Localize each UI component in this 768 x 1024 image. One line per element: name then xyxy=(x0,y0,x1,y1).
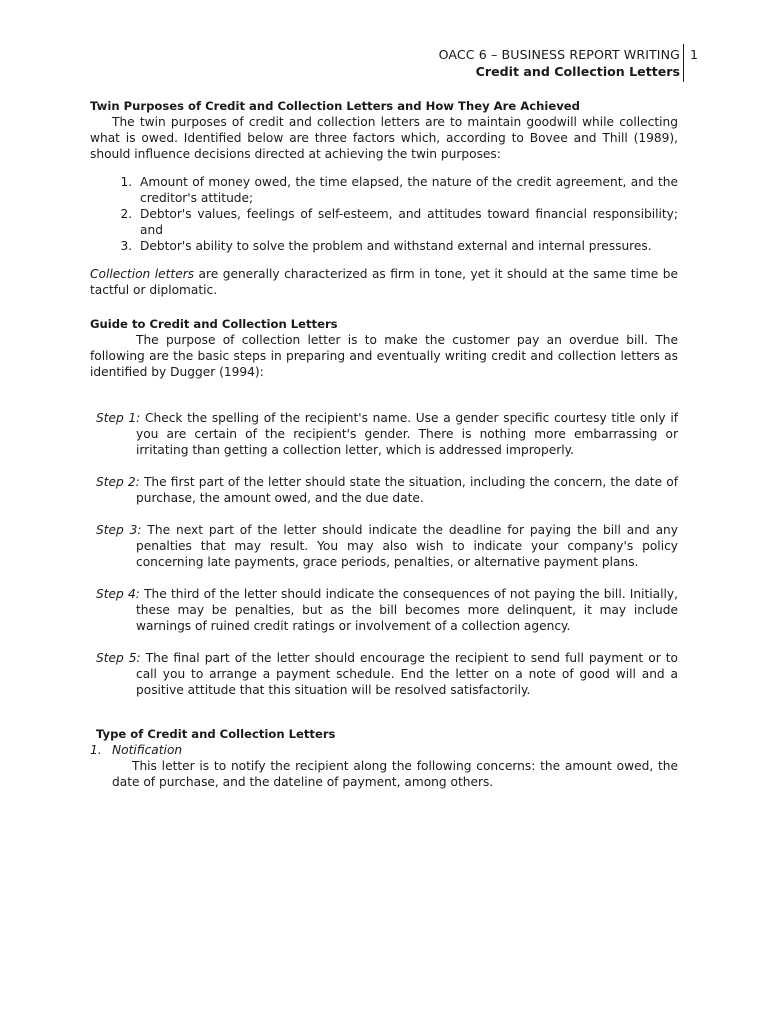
type-description: This letter is to notify the recipient along the following concerns: the amount owed, the date of purchase, and the dateline of payment, among others. xyxy=(112,759,678,789)
list-item: 3. Debtor's ability to solve the problem and withstand external and internal pressures. xyxy=(136,238,678,254)
page-number: 1 xyxy=(690,47,699,62)
section-title-twin-purposes: Twin Purposes of Credit and Collection Letters and How They Are Achieved xyxy=(90,99,580,113)
step-item xyxy=(96,522,678,570)
guide-intro: The purpose of collection letter is to make the customer pay an overdue bill. The following are the basic steps in preparing and eventually writing credit and collection letters as identified by Dugger (1994): xyxy=(90,333,678,379)
list-item: 1. Amount of money owed, the time elapsed, the nature of the credit agreement, and the creditor's attitude; xyxy=(136,174,678,206)
step-text: The next part of the letter should indicate the deadline for paying the bill and any penalties that may result. You may also wish to indicate your company's policy concerning late payments, grace periods, penalties, or alternative payment plans. xyxy=(136,523,678,569)
step-label: Step 3: xyxy=(96,523,142,537)
step-item xyxy=(96,474,678,506)
step-text: The final part of the letter should encourage the recipient to send full payment or to call you to arrange a payment schedule. End the letter on a note of good will and a positive attitude that this situation will be resolved satisfactorily. xyxy=(136,651,678,697)
step-text: Check the spelling of the recipient's name. Use a gender specific courtesy title only if you are certain of the recipient's gender. There is nothing more embarrassing or irritating than getting a collection letter, which is addressed improperly. xyxy=(136,411,678,457)
section-title-guide: Guide to Credit and Collection Letters xyxy=(90,317,338,331)
collection-letters-note xyxy=(90,266,678,298)
type-item xyxy=(90,742,678,758)
step-label: Step 4: xyxy=(96,587,140,601)
step-item xyxy=(96,410,678,458)
steps-list xyxy=(90,410,678,698)
course-title: OACC 6 – BUSINESS REPORT WRITING xyxy=(438,47,680,62)
collection-letters-description: are generally characterized as firm in tone, yet it should at the same time be tactful or diplomatic. xyxy=(90,267,678,297)
collection-letters-term: Collection letters xyxy=(90,267,195,281)
step-label: Step 5: xyxy=(96,651,141,665)
factors-list xyxy=(90,174,678,254)
type-name: Notification xyxy=(112,743,183,757)
step-text: The third of the letter should indicate the consequences of not paying the bill. Initially, these may be penalties, but as the bill becomes more delinquent, it may include warnings of ruined credit ratings or involvement of a collection agency. xyxy=(136,587,678,633)
header-divider xyxy=(683,44,684,82)
step-item xyxy=(96,650,678,698)
page-header xyxy=(439,46,680,80)
step-text: The first part of the letter should state the situation, including the concern, the date of purchase, the amount owed, and the due date. xyxy=(136,475,678,505)
document-body xyxy=(90,98,678,790)
list-item: 2. Debtor's values, feelings of self-esteem, and attitudes toward financial responsibility; and xyxy=(136,206,678,238)
section-title-types: Type of Credit and Collection Letters xyxy=(96,727,336,741)
step-label: Step 2: xyxy=(96,475,140,489)
twin-purposes-intro: The twin purposes of credit and collection letters are to maintain goodwill while collecting what is owed. Identified below are three factors which, according to Bovee and Thill (1989), should influence decisions directed at achieving the twin purposes: xyxy=(90,115,678,161)
step-item xyxy=(96,586,678,634)
step-label: Step 1: xyxy=(96,411,141,425)
type-number: 1. xyxy=(90,743,102,757)
document-subtitle: Credit and Collection Letters xyxy=(475,64,680,79)
